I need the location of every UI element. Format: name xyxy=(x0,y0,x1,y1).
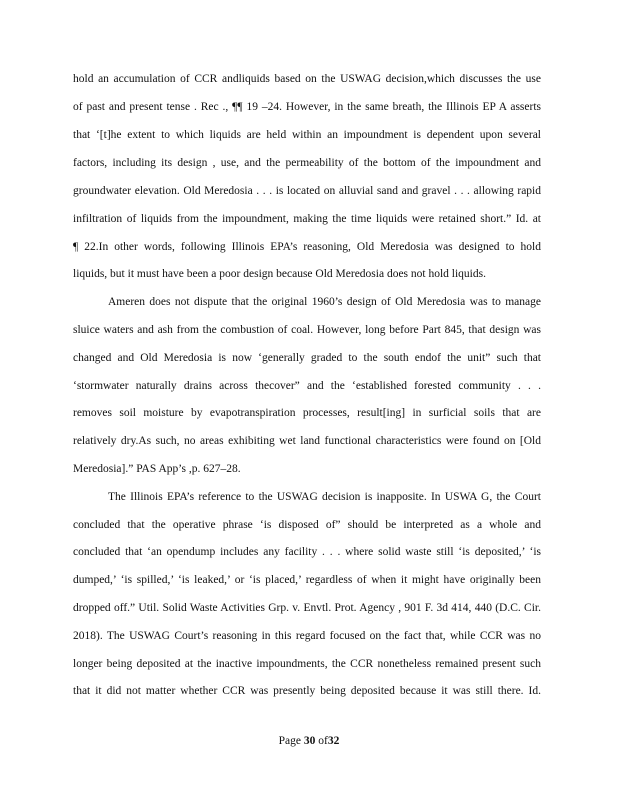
page-number: 30 xyxy=(303,735,316,747)
text-line: removes soil moisture by evapotranspiration processes, result[ing] in surficial soils that are xyxy=(73,407,541,419)
text-line: that it did not matter whether CCR was presently being deposited because it was still there. Id. xyxy=(73,685,541,697)
text-line: groundwater elevation. Old Meredosia . . . is located on alluvial sand and gravel . . . allowing rapid xyxy=(73,185,541,197)
page-word: Page xyxy=(278,735,301,747)
text-line: relatively dry.As such, no areas exhibiting wet land functional characteristics were found on [Old xyxy=(73,435,541,447)
text-line: ¶ 22.In other words, following Illinois EPA’s reasoning, Old Meredosia was designed to hold xyxy=(73,241,541,253)
text-line: dropped off.” Util. Solid Waste Activities Grp. v. Envtl. Prot. Agency , 901 F. 3d 414, 440 (D.C. Cir. xyxy=(73,602,541,614)
text-line: dumped,’ ‘is spilled,’ ‘is leaked,’ or ‘is placed,’ regardless of when it might have originally been xyxy=(73,574,541,586)
text-line: liquids, but it must have been a poor design because Old Meredosia does not hold liquids. xyxy=(73,268,486,280)
text-line: sluice waters and ash from the combustion of coal. However, long before Part 845, that design was xyxy=(73,324,541,336)
text-line: The Illinois EPA’s reference to the USWAG decision is inapposite. In USWA G, the Court xyxy=(108,491,541,503)
text-line: Meredosia].” PAS App’s ,p. 627–28. xyxy=(73,463,241,475)
of-word: of xyxy=(318,735,328,747)
text-line: factors, including its design , use, and the permeability of the bottom of the impoundment and xyxy=(73,157,541,169)
text-line: ‘stormwater naturally drains across thecover” and the ‘established forested community . . . xyxy=(73,380,541,392)
text-line: infiltration of liquids from the impoundment, making the time liquids were retained short.” Id. at xyxy=(73,213,541,225)
text-line: changed and Old Meredosia is now ‘generally graded to the south endof the unit” such that xyxy=(73,352,541,364)
text-line: hold an accumulation of CCR andliquids based on the USWAG decision,which discusses the use xyxy=(73,73,541,85)
text-line: Ameren does not dispute that the original 1960’s design of Old Meredosia was to manage xyxy=(108,296,541,308)
text-line: of past and present tense . Rec ., ¶¶ 19 –24. However, in the same breath, the Illinois EP A asserts xyxy=(73,101,541,113)
page-footer xyxy=(0,735,618,747)
text-line: 2018). The USWAG Court’s reasoning in this regard focused on the fact that, while CCR was no xyxy=(73,630,541,642)
text-line: longer being deposited at the inactive impoundments, the CCR nonetheless remained present such xyxy=(73,658,541,670)
text-line: concluded that the operative phrase ‘is disposed of” should be interpreted as a whole and xyxy=(73,519,541,531)
text-line: concluded that ‘an opendump includes any facility . . . where solid waste still ‘is deposited,’ ‘is xyxy=(73,546,541,558)
text-line: that ‘[t]he extent to which liquids are held within an impoundment is dependent upon several xyxy=(73,129,541,141)
total-pages: 32 xyxy=(327,735,340,747)
